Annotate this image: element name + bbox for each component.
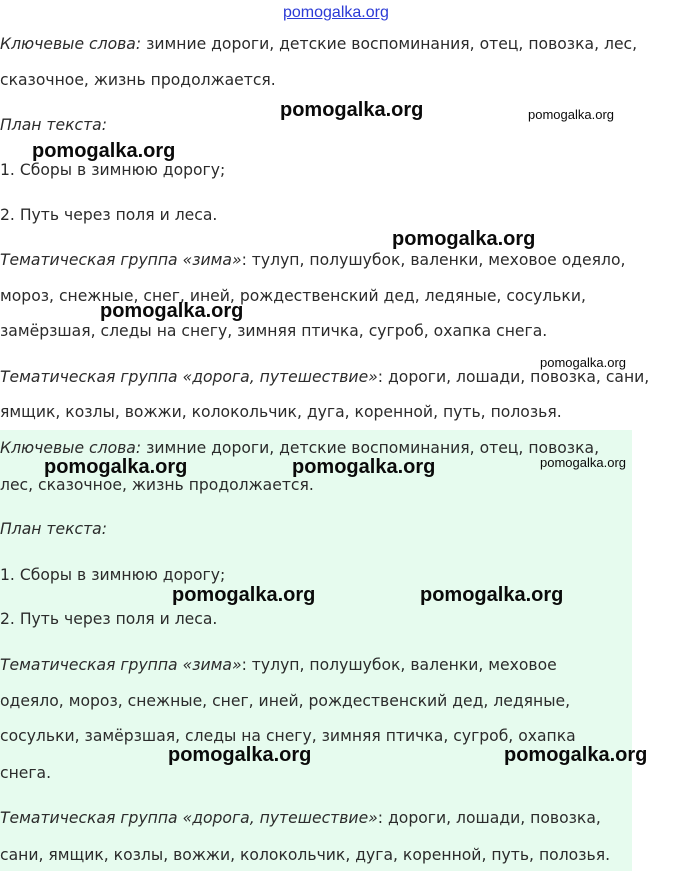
plan-item: 1. Сборы в зимнюю дорогу; xyxy=(0,161,226,179)
watermark: pomogalka.org xyxy=(292,456,436,478)
road-group-line: Тематическая группа «дорога, путешествие»: дороги, лошади, повозка, сани, xyxy=(0,368,650,386)
keywords-text: зимние дороги, детские воспоминания, отец, повозка, лес, xyxy=(141,35,638,53)
keywords-label: Ключевые слова: xyxy=(0,439,142,457)
watermark-small: pomogalka.org xyxy=(528,107,614,122)
winter-group-line: одеяло, мороз, снежные, снег, иней, рождественский дед, ледяные, xyxy=(0,692,571,710)
watermark-small: pomogalka.org xyxy=(540,455,626,470)
winter-group-label: Тематическая группа «зима» xyxy=(0,251,242,269)
road-group-label: Тематическая группа «дорога, путешествие» xyxy=(0,368,378,386)
watermark: pomogalka.org xyxy=(100,300,244,322)
road-group-line: Тематическая группа «дорога, путешествие»: дороги, лошади, повозка, xyxy=(0,809,601,827)
plan-item: 2. Путь через поля и леса. xyxy=(0,610,218,628)
watermark: pomogalka.org xyxy=(420,584,564,606)
plan-heading: План текста: xyxy=(0,520,107,538)
watermark: pomogalka.org xyxy=(504,744,648,766)
road-group-label: Тематическая группа «дорога, путешествие» xyxy=(0,809,378,827)
watermark: pomogalka.org xyxy=(168,744,312,766)
winter-group-line: сосульки, замёрзшая, следы на снегу, зимняя птичка, сугроб, охапка xyxy=(0,727,576,745)
keywords-line xyxy=(0,33,637,55)
road-group-line: ямщик, козлы, вожжи, колокольчик, дуга, коренной, путь, полозья. xyxy=(0,403,562,421)
winter-group-line: Тематическая группа «зима»: тулуп, полушубок, валенки, меховое одеяло, xyxy=(0,251,626,269)
watermark-top: pomogalka.org xyxy=(283,4,389,21)
watermark: pomogalka.org xyxy=(32,140,176,162)
watermark: pomogalka.org xyxy=(280,99,424,121)
plan-item: 1. Сборы в зимнюю дорогу; xyxy=(0,566,226,584)
keywords-label: Ключевые слова: xyxy=(0,35,142,53)
highlighted-answer-block xyxy=(0,430,632,871)
watermark: pomogalka.org xyxy=(44,456,188,478)
winter-group-line: мороз, снежные, снег, иней, рождественский дед, ледяные, сосульки, xyxy=(0,287,586,305)
watermark: pomogalka.org xyxy=(172,584,316,606)
keywords-text: зимние дороги, детские воспоминания, отец, повозка, xyxy=(141,439,600,457)
road-group-line: сани, ямщик, козлы, вожжи, колокольчик, дуга, коренной, путь, полозья. xyxy=(0,846,611,864)
winter-group-line: Тематическая группа «зима»: тулуп, полушубок, валенки, меховое xyxy=(0,656,557,674)
winter-group-label: Тематическая группа «зима» xyxy=(0,656,242,674)
watermark-small: pomogalka.org xyxy=(540,355,626,370)
plan-heading: План текста: xyxy=(0,116,107,134)
keywords-line-continued: сказочное, жизнь продолжается. xyxy=(0,71,276,89)
winter-group-line: снега. xyxy=(0,764,52,782)
watermark: pomogalka.org xyxy=(392,228,536,250)
winter-group-line: замёрзшая, следы на снегу, зимняя птичка, сугроб, охапка снега. xyxy=(0,322,548,340)
keywords-line-continued: лес, сказочное, жизнь продолжается. xyxy=(0,476,314,494)
plan-item: 2. Путь через поля и леса. xyxy=(0,206,218,224)
